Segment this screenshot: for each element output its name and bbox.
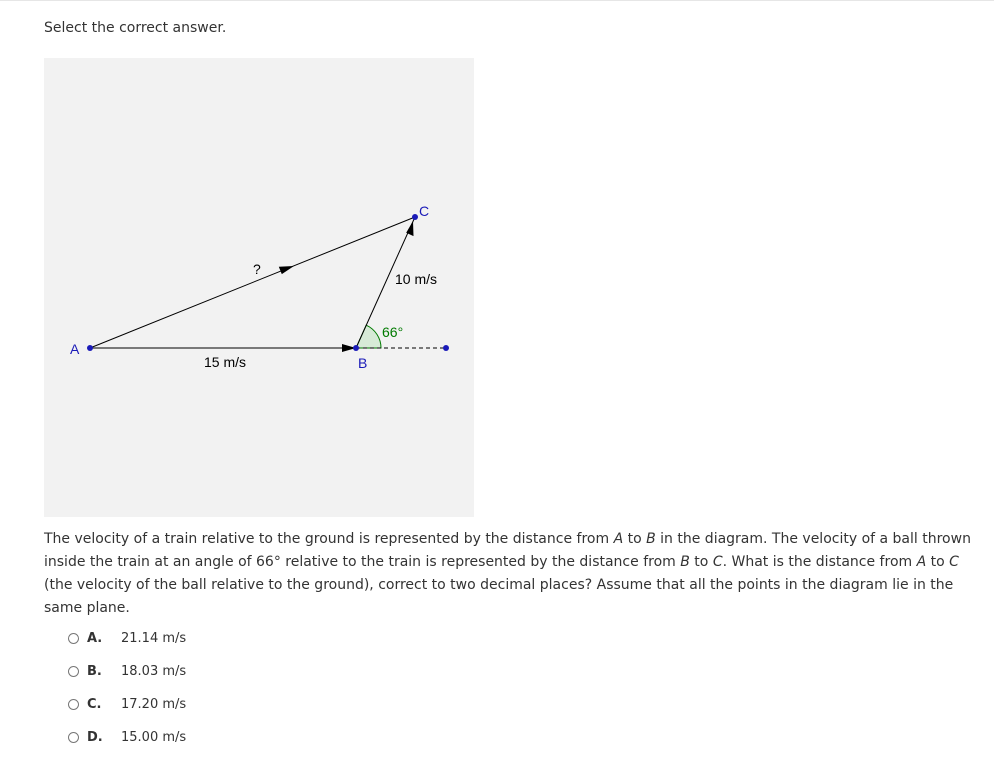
choice-text[interactable]: 17.20 m/s xyxy=(121,697,187,712)
answer-choices xyxy=(68,622,186,754)
label-angle: 66° xyxy=(382,324,404,340)
angle-wedge xyxy=(356,325,381,348)
question-var-b2: B xyxy=(680,554,690,570)
question-var-b1: B xyxy=(646,531,656,547)
question-var-a1: A xyxy=(613,531,624,547)
question-part-6: to xyxy=(926,554,950,570)
choice-text[interactable]: 21.14 m/s xyxy=(121,631,187,646)
label-point-c: C xyxy=(419,203,430,219)
question-part-7: (the velocity of the ball relative to the ground), correct to two decimal places? Assume that all the points in the diagram lie in the same plane. xyxy=(44,577,954,616)
question-part-4: to xyxy=(689,554,713,570)
question-part-3: in the diagram. The velocity of a ball thrown inside the train at an angle of 66° relative to the train is represented by the distance from xyxy=(44,531,971,570)
vector-diagram xyxy=(44,58,474,517)
point-extension-end xyxy=(443,345,449,351)
label-bc-speed: 10 m/s xyxy=(395,271,438,287)
label-point-a: A xyxy=(70,341,80,357)
choice-letter: A. xyxy=(87,631,103,646)
question-part-5: . What is the distance from xyxy=(722,554,917,570)
arrowhead-ac xyxy=(279,266,294,274)
question-var-c2: C xyxy=(949,554,959,570)
choice-text[interactable]: 18.03 m/s xyxy=(121,664,187,679)
radio-button-c[interactable] xyxy=(68,699,79,710)
radio-button-b[interactable] xyxy=(68,666,79,677)
instruction-text: Select the correct answer. xyxy=(44,20,227,36)
choice-text[interactable]: 15.00 m/s xyxy=(121,730,187,745)
label-ac-unknown: ? xyxy=(253,261,261,277)
choice-letter: D. xyxy=(87,730,103,745)
choice-a[interactable] xyxy=(68,622,186,655)
point-b xyxy=(353,345,359,351)
top-divider xyxy=(0,0,994,1)
point-c xyxy=(412,214,418,220)
choice-d[interactable] xyxy=(68,721,186,754)
choice-letter: B. xyxy=(87,664,102,679)
label-ab-speed: 15 m/s xyxy=(204,354,247,370)
question-part-2: to xyxy=(623,531,647,547)
label-point-b: B xyxy=(358,355,368,371)
question-part-1: The velocity of a train relative to the ground is represented by the distance from xyxy=(44,531,614,547)
choice-b[interactable] xyxy=(68,655,186,688)
question-var-c1: C xyxy=(712,554,723,570)
radio-button-a[interactable] xyxy=(68,633,79,644)
question-text xyxy=(44,528,974,620)
point-a xyxy=(87,345,93,351)
question-var-a2: A xyxy=(916,554,927,570)
radio-button-d[interactable] xyxy=(68,732,79,743)
choice-c[interactable] xyxy=(68,688,186,721)
choice-letter: C. xyxy=(87,697,102,712)
